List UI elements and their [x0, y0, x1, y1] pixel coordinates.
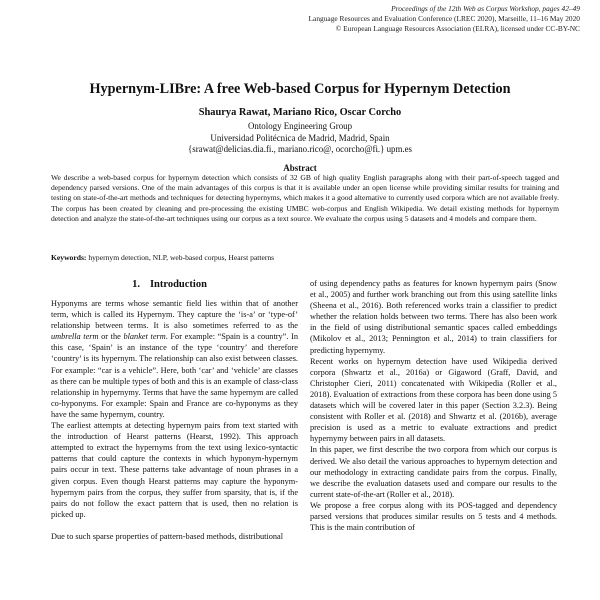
proceedings-line-2: Language Resources and Evaluation Conference (LREC 2020), Marseille, 11–16 May 2020 — [308, 14, 580, 23]
intro-p1-text-c: . For example: “Spain is a country”. In this case, ‘Spain’ is an instance of the type ‘country’ and therefore ‘country’ is its hypernym. The relationship can also exist between classes. For example: “car is a vehicle”. Here, both ‘car’ and ‘vehicle’ are classes as there can be multiple types of both and this is an example of class-class relationship in hypernymy. Terms that have the same hypernym are called co-hyponyms. For example: Spain and France are co-hyponyms as they have the same hypernym, country. — [51, 332, 298, 419]
intro-paragraph-3: Due to such sparse properties of pattern-based methods, distributional — [51, 531, 284, 541]
proceedings-line-3: © European Language Resources Association (ELRA), licensed under CC-BY-NC — [335, 24, 580, 33]
intro-p1-text-b: or the — [98, 332, 124, 342]
keywords-text: hypernym detection, NLP, web-based corpus, Hearst patterns — [86, 253, 275, 262]
paper-authors: Shaurya Rawat, Mariano Rico, Oscar Corcho — [198, 107, 402, 118]
intro-p1-text-a: Hyponyms are terms whose semantic field lies within that of another term, which is called its Hypernym. They capture the ‘is-a’ or ‘type-of’ relationship between terms. It is also sometimes referred to as the — [51, 299, 298, 331]
intro-paragraph-2: The earliest attempts at detecting hypernym pairs from text started with the introduction of Hearst patterns (Hearst, 1992). This approach attempted to extract the hypernyms from the text using lexico-syntactic patterns that could capture the contexts in which hyponym-hypernym pairs occur in text. These patterns take advantage of noun phrases in a given corpus. Even though Hearst patterns may capture the hyponym-hypernym pairs from the corpus, they suffer from sparsity, that is, if the pairs do not follow the exact pattern that is used, then no relation is picked up. — [51, 421, 298, 519]
affiliation — [0, 121, 600, 156]
umbrella-term-italic: umbrella term — [51, 332, 99, 342]
abstract-text: We describe a web-based corpus for hypernym detection which consists of 32 GB of high quality English paragraphs along with their part-of-speech tagged and dependency parsed versions. One of the main advantages of this corpus is that it is available under an open license while providing similar results for training and testing on state-of-the-art methods and techniques for detecting hypernyms, which makes it a good alternative to currently used corpora which are not available freely. The corpus has been created by cleaning and pre-processing the existing UMBC web-corpus and English Wikipedia. We detail existing methods for hypernym detection and analyze the state-of-the-art techniques using our corpus as a text source. We evaluate the corpus using 5 datasets and 4 models and compare them. — [51, 173, 559, 223]
section-number: 1. — [132, 279, 140, 290]
keywords-label: Keywords: — [51, 253, 87, 262]
section-title: Introduction — [149, 279, 207, 290]
paper-title: Hypernym-LIBre: A free Web-based Corpus for Hypernym Detection — [89, 81, 511, 97]
affiliation-emails: {srawat@delicias.dia.fi., mariano.rico@, ocorcho@fi.} upm.es — [187, 144, 413, 154]
proceedings-line-1: Proceedings of the 12th Web as Corpus Workshop, pages 42–49 — [391, 4, 580, 13]
blanket-term-italic: blanket term — [123, 332, 166, 342]
abstract-heading: Abstract — [283, 163, 317, 173]
section-heading-introduction — [51, 279, 298, 290]
proceedings-header — [20, 4, 580, 34]
right-paragraph-1: of using dependency paths as features for known hypernym pairs (Snow et al., 2005) and further work branching out from this using satellite links (Sheena et al., 2016). Both referenced works train a classifier to predict whether the relation holds between two terms. There has also been work in the field of using distributional semantic spaces called embeddings (Mikolov et al., 2013; Pennington et al., 2014) to train classifiers for predicting hypernymy. — [310, 279, 557, 355]
left-column — [51, 298, 298, 542]
right-paragraph-3: In this paper, we first describe the two corpora from which our corpus is derived. We also detail the various approaches to hypernym detection and our methodology in extracting candidate pairs from the corpus. Finally, we describe the evaluation datasets used and compare our results to the current state-of-the-art (Roller et al., 2018). — [310, 445, 557, 499]
affiliation-group: Ontology Engineering Group — [247, 121, 353, 131]
intro-paragraph-1 — [51, 298, 298, 420]
right-paragraph-2: Recent works on hypernym detection have used Wikipedia derived corpora (Shwartz et al., 2016a) or Gigaword (Graff, David, and Christopher Cieri, 2011) concatenated with Wikipedia (Roller et al., 2018). Evaluation of extractions from these corpora has been done using 5 datasets which will be covered later in this paper (Section 3.2.3). Being consistent with Roller et al. (2018) and Shwartz et al. (2016b), average precision is used as a metric to evaluate extractions and predict hypernymy between pairs in all datasets. — [310, 356, 557, 444]
right-paragraph-4: We propose a free corpus along with its POS-tagged and dependency parsed versions that produces similar results on 5 tests and 4 methods. This is the main contribution of — [310, 500, 557, 533]
right-column — [310, 278, 557, 533]
affiliation-university: Universidad Politécnica de Madrid, Madrid, Spain — [210, 132, 390, 143]
keywords — [51, 253, 559, 263]
